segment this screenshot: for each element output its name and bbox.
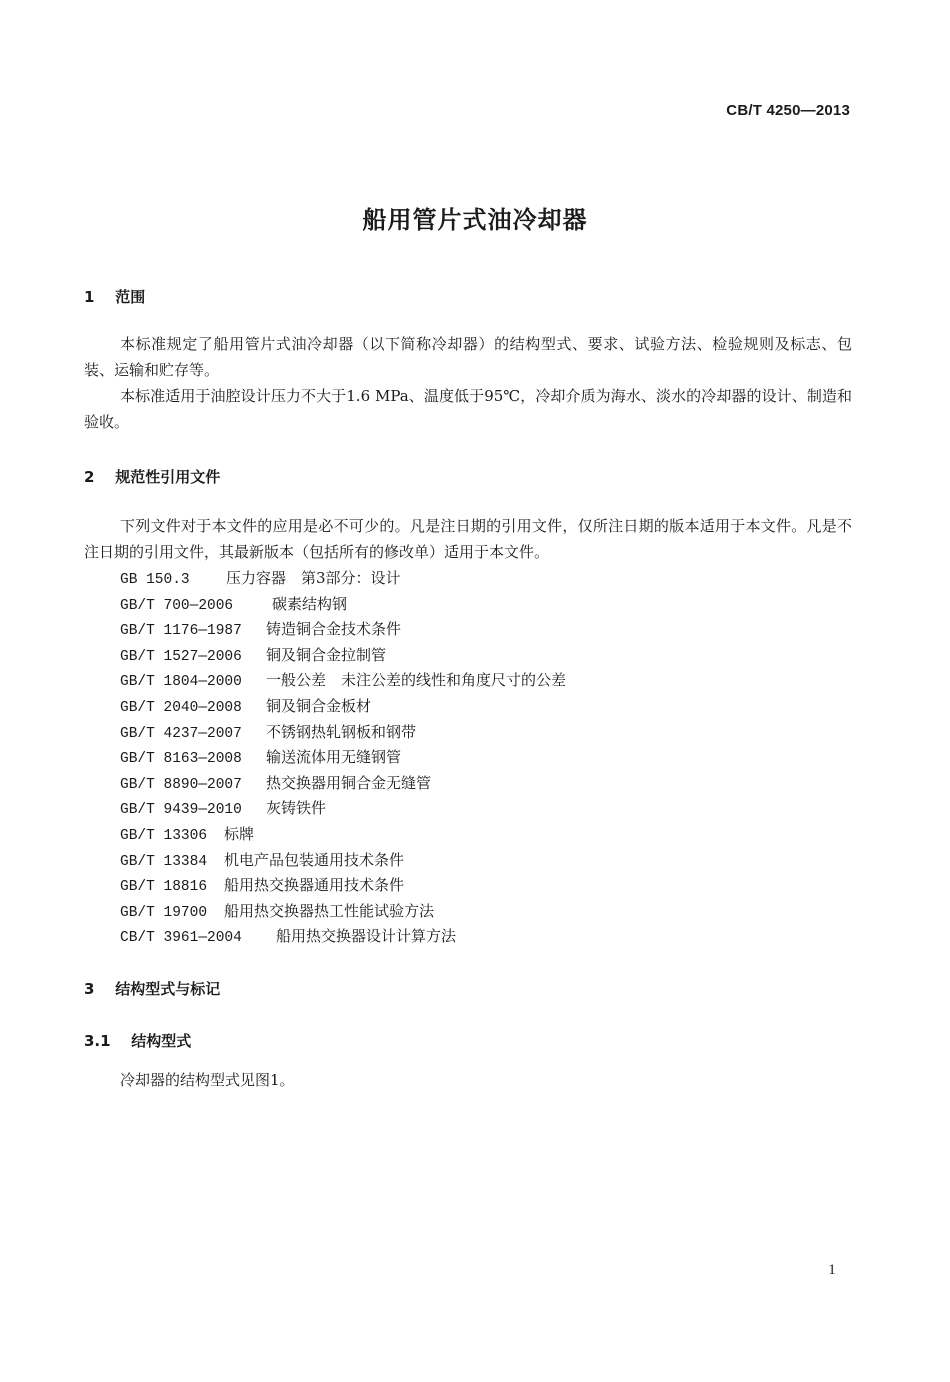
reference-item — [120, 873, 566, 899]
reference-item — [120, 924, 566, 950]
section-1-heading — [84, 286, 145, 307]
section-title: 范围 — [115, 288, 146, 306]
reference-code: GB/T 13306 — [120, 827, 208, 844]
reference-title: 输送流体用无缝钢管 — [266, 748, 402, 767]
reference-item — [120, 848, 566, 874]
reference-item — [120, 899, 566, 925]
reference-code: GB/T 1527—2006 — [120, 648, 242, 665]
section-3-1-paragraph-1: 冷却器的结构型式见图1。 — [120, 1071, 295, 1089]
reference-title: 标牌 — [224, 824, 255, 843]
reference-code: GB/T 19700 — [120, 904, 208, 921]
reference-item — [120, 720, 566, 746]
section-number: 2 — [84, 468, 95, 486]
section-3-1-heading — [84, 1030, 191, 1051]
reference-code: GB/T 13384 — [120, 853, 208, 870]
document-title: 船用管片式油冷却器 — [362, 206, 588, 234]
section-number: 3.1 — [84, 1032, 111, 1050]
section-title: 结构型式 — [131, 1032, 192, 1050]
section-number: 3 — [84, 980, 95, 998]
reference-item — [120, 643, 566, 669]
reference-item — [120, 694, 566, 720]
reference-code: GB/T 700—2006 — [120, 597, 234, 614]
reference-code: GB/T 2040—2008 — [120, 699, 242, 716]
reference-title: 船用热交换器热工性能试验方法 — [224, 901, 435, 920]
reference-item — [120, 592, 566, 618]
reference-item — [120, 617, 566, 643]
reference-title: 船用热交换器通用技术条件 — [224, 876, 405, 895]
reference-title: 铸造铜合金技术条件 — [266, 620, 402, 639]
section-number: 1 — [84, 288, 95, 306]
reference-item — [120, 796, 566, 822]
reference-item — [120, 745, 566, 771]
page-number: 1 — [828, 1262, 836, 1278]
standard-code: CB/T 4250—2013 — [726, 102, 850, 119]
section-3-heading — [84, 978, 220, 999]
section-2-paragraph-1: 下列文件对于本文件的应用是必不可少的。凡是注日期的引用文件，仅所注日期的版本适用于本文件。凡是不注日期的引用文件，其最新版本（包括所有的修改单）适用于本文件。 — [84, 517, 852, 561]
reference-title: 碳素结构钢 — [272, 594, 348, 613]
reference-title: 灰铸铁件 — [266, 799, 327, 818]
reference-list — [120, 566, 566, 950]
reference-title: 机电产品包装通用技术条件 — [224, 850, 405, 869]
reference-code: GB/T 1176—1987 — [120, 623, 242, 640]
reference-title: 热交换器用铜合金无缝管 — [266, 773, 432, 792]
reference-item — [120, 822, 566, 848]
reference-title: 船用热交换器设计计算方法 — [276, 927, 457, 946]
reference-code: CB/T 3961—2004 — [120, 930, 242, 947]
section-1-paragraph-2: 本标准适用于油腔设计压力不大于1.6 MPa、温度低于95℃，冷却介质为海水、淡水的冷却器的设计、制造和验收。 — [84, 387, 852, 431]
reference-title: 不锈钢热轧钢板和钢带 — [266, 722, 417, 741]
section-title: 规范性引用文件 — [115, 468, 221, 486]
reference-title: 铜及铜合金拉制管 — [266, 645, 387, 664]
section-title: 结构型式与标记 — [115, 980, 221, 998]
reference-item — [120, 668, 566, 694]
reference-code: GB/T 1804—2000 — [120, 674, 242, 691]
reference-code: GB/T 9439—2010 — [120, 802, 242, 819]
reference-code: GB/T 18816 — [120, 879, 208, 896]
reference-title: 压力容器 第3部分：设计 — [226, 569, 401, 587]
reference-title: 一般公差 未注公差的线性和角度尺寸的公差 — [266, 671, 567, 690]
reference-item — [120, 566, 566, 592]
reference-code: GB/T 8890—2007 — [120, 776, 242, 793]
section-1-paragraph-1: 本标准规定了船用管片式油冷却器（以下简称冷却器）的结构型式、要求、试验方法、检验规则及标志、包装、运输和贮存等。 — [84, 335, 852, 379]
section-2-heading — [84, 466, 220, 487]
reference-code: GB 150.3 — [120, 572, 190, 588]
reference-code: GB/T 8163—2008 — [120, 751, 242, 768]
reference-item — [120, 771, 566, 797]
reference-code: GB/T 4237—2007 — [120, 725, 242, 742]
reference-title: 铜及铜合金板材 — [266, 696, 372, 715]
